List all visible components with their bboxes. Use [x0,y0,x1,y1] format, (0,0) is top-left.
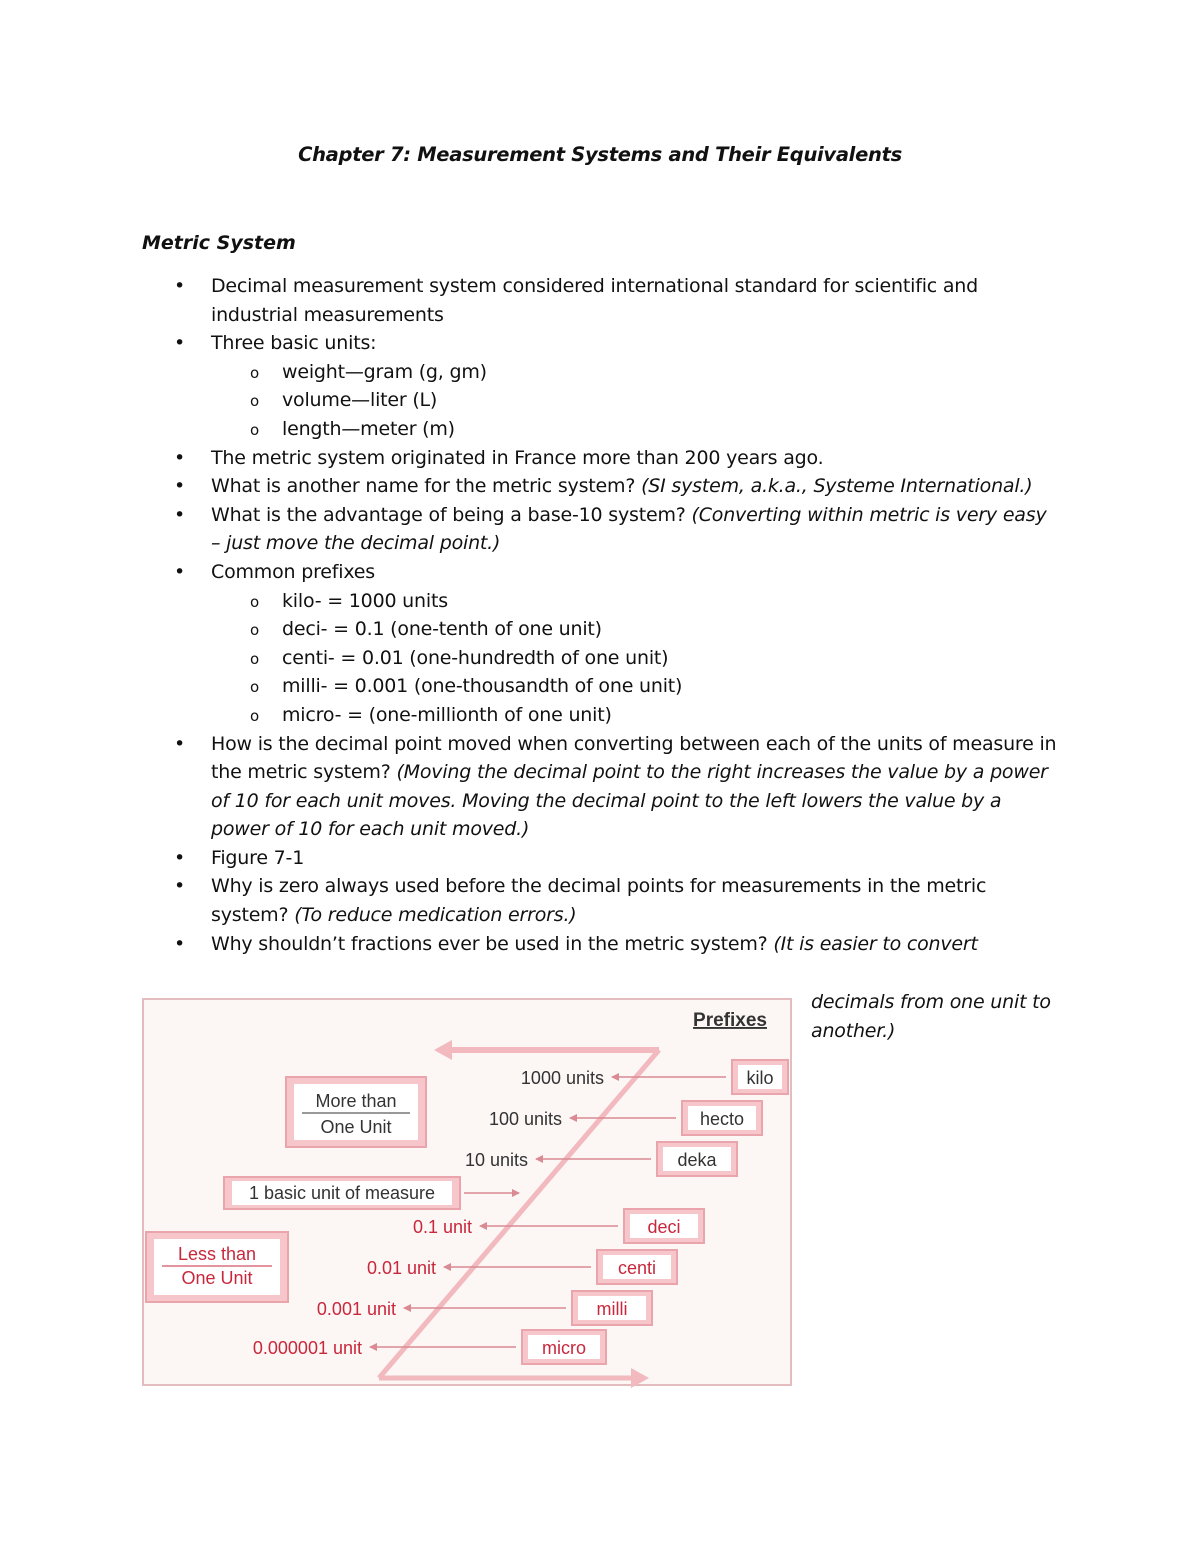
sub-list-item: o milli- = 0.001 (one-thousandth of one unit) [282,672,1042,701]
sub-list-item: o kilo- = 1000 units [282,587,1042,616]
list-item: • The metric system originated in France more than 200 years ago. [211,444,1061,473]
basic-unit-box [224,1177,519,1209]
bullet-list [0,272,1200,958]
prefix-label: milli [596,1299,628,1319]
question-text: What is the advantage of being a base-10 system? [211,503,686,526]
prefix-label: deci [647,1217,681,1237]
sub-list-item: o volume—liter (L) [282,386,1042,415]
answer-text: (Converting within metric is very easy – just move the decimal point.) [211,503,1047,555]
unit-value-label: 0.01 unit [366,1258,436,1278]
sub-list-item: o deci- = 0.1 (one-tenth of one unit) [282,615,1042,644]
prefix-label: centi [617,1258,657,1278]
bottom-arrow-head [631,1368,649,1388]
less-than-unit-label: One Unit [181,1268,253,1288]
answer-text: (To reduce medication errors.) [294,904,577,927]
list-item [211,472,1061,501]
unit-value-label: 0.1 unit [412,1217,472,1237]
list-item: • Figure 7-1 [211,844,1061,873]
prefix-row [489,1101,762,1135]
prefix-row [521,1060,788,1094]
answer-text: (Moving the decimal point to the right increases the value by a power of 10 for each unit moves. Moving the decimal point to the left lowers the value by a power of 10 for each unit moved.) [211,761,1048,841]
prefix-label: micro [542,1338,586,1358]
list-item [211,930,1049,959]
sub-list-item: o micro- = (one-millionth of one unit) [282,701,1042,730]
prefix-label: deka [677,1150,717,1170]
unit-value-label: 0.001 unit [316,1299,396,1319]
question-text: Why shouldn’t fractions ever be used in the metric system? [211,932,768,955]
more-than-box [286,1077,426,1147]
sub-list-item: o length—meter (m) [282,415,1042,444]
unit-value-label: 100 units [488,1109,562,1129]
question-text: What is another name for the metric system? [211,475,636,498]
answer-text: (It is easier to convert [773,932,978,955]
less-than-box [146,1232,288,1302]
metric-prefix-diagram [144,1000,794,1388]
answer-text: (SI system, a.k.a., Systeme International.) [641,475,1033,498]
list-item: • Three basic units: [211,329,1061,358]
basic-unit-label: 1 basic unit of measure [248,1183,436,1203]
question-text: How is the decimal point moved when converting between each of the units of measure in the metric system? [211,732,1057,784]
page-title: Chapter 7: Measurement Systems and Their Equivalents [298,143,902,166]
section-heading: Metric System [142,232,296,254]
less-than-label: Less than [177,1244,257,1264]
sub-list-item: o weight—gram (g, gm) [282,358,1042,387]
metric-prefix-figure [142,998,792,1386]
prefix-row [367,1250,677,1284]
more-than-unit-label: One Unit [320,1117,392,1137]
prefix-row [253,1330,606,1364]
prefix-label: hecto [699,1109,745,1129]
list-item: • Common prefixes [211,558,1061,587]
list-item [211,730,1061,844]
unit-value-label: 10 units [464,1150,528,1170]
sub-list-item: o centi- = 0.01 (one-hundredth of one unit) [282,644,1042,673]
top-arrow-head [434,1040,452,1060]
figure-heading: Prefixes [693,1010,767,1031]
prefix-row [317,1291,652,1325]
prefix-row [413,1209,704,1243]
list-item [211,501,1061,558]
list-item [211,872,1061,929]
more-than-label: More than [315,1091,397,1111]
answer-continuation: decimals from one unit to another.) [811,991,1051,1042]
prefix-row [465,1142,737,1176]
prefix-label: kilo [746,1068,774,1088]
unit-value-label: 0.000001 unit [252,1338,362,1358]
question-text: Why is zero always used before the decimal points for measurements in the metric system? [211,875,987,927]
list-item: • Decimal measurement system considered international standard for scientific and industrial measurements [211,272,1061,329]
unit-value-label: 1000 units [520,1068,604,1088]
